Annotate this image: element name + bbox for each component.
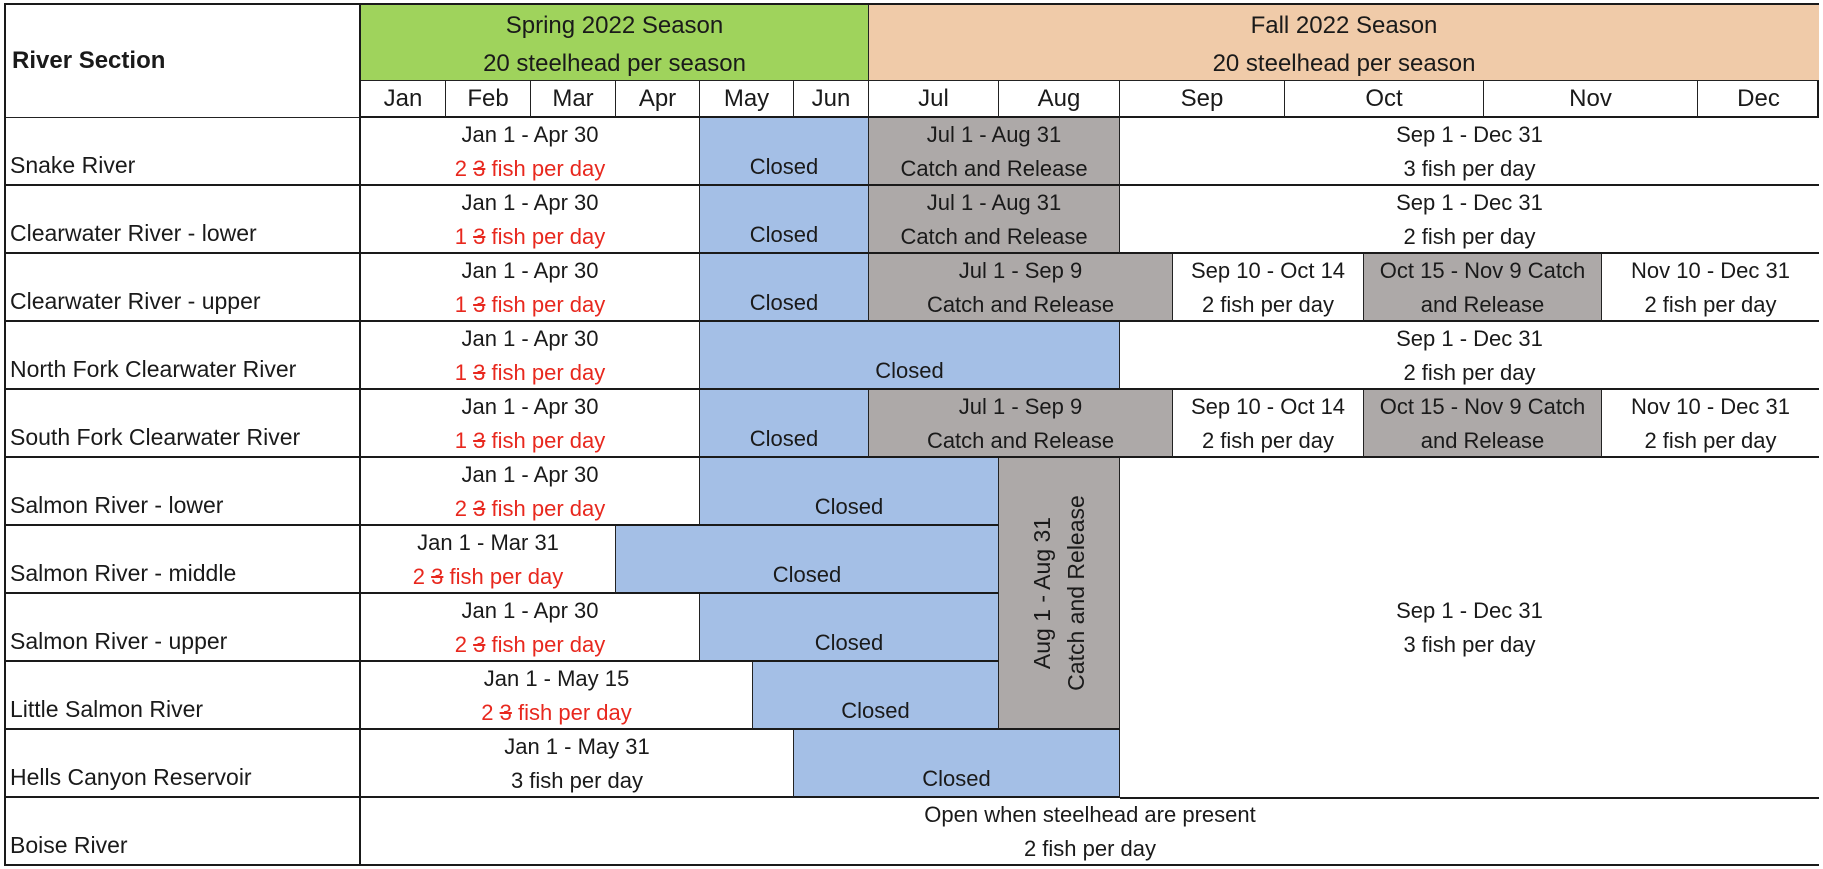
regulations-table	[4, 3, 1819, 866]
river-name: South Fork Clearwater River	[6, 390, 361, 458]
month-mar: Mar	[531, 81, 616, 118]
spring-open-period	[361, 186, 700, 254]
catch-release-label: and Release	[1420, 428, 1545, 453]
month-jun: Jun	[794, 81, 869, 118]
closed-period	[616, 526, 999, 594]
spring-open-period	[361, 118, 700, 186]
river-section-label: River Section	[12, 47, 166, 74]
month-nov: Nov	[1484, 81, 1698, 118]
spring-season-header	[361, 5, 869, 81]
spring-dates: Jan 1 - Apr 30	[461, 462, 599, 487]
spring-limit: 1 3 fish per day	[454, 360, 606, 385]
spring-limit: 2 3 fish per day	[481, 700, 632, 725]
river-name: Boise River	[6, 798, 361, 864]
fall-season-quota: 20 steelhead per season	[1212, 50, 1476, 77]
catch-release-label: Catch and Release	[926, 292, 1115, 317]
month-may: May	[700, 81, 794, 118]
aug-catch-release-text	[1025, 495, 1093, 691]
closed-label: Closed	[749, 222, 819, 247]
fall-dates: Sep 10 - Oct 14	[1190, 394, 1346, 419]
spring-limit: 3 fish per day	[510, 768, 644, 793]
catch-release-label: and Release	[1420, 292, 1545, 317]
closed-period	[700, 458, 999, 526]
fall-dates: Sep 10 - Oct 14	[1190, 258, 1346, 283]
catch-release-dates: Jul 1 - Sep 9	[958, 258, 1083, 283]
closed-label: Closed	[875, 358, 944, 383]
catch-release-dates: Jul 1 - Sep 9	[958, 394, 1083, 419]
closed-period	[700, 390, 869, 458]
aug-catch-release-dates: Aug 1 - Aug 31	[1029, 516, 1055, 670]
spring-limit: 2 3 fish per day	[454, 496, 606, 521]
closed-label: Closed	[814, 630, 884, 655]
month-jul: Jul	[869, 81, 999, 118]
spring-limit: 2 3 fish per day	[454, 632, 606, 657]
spring-limit: 1 3 fish per day	[454, 224, 606, 249]
month-oct: Oct	[1285, 81, 1484, 118]
closed-label: Closed	[749, 154, 819, 179]
closed-label: Closed	[772, 562, 842, 587]
spring-open-period	[361, 390, 700, 458]
spring-season-title: Spring 2022 Season	[505, 12, 724, 39]
catch-release-period	[869, 390, 1173, 458]
fall-dates: Sep 1 - Dec 31	[1396, 190, 1543, 215]
spring-open-period	[361, 526, 616, 594]
catch-release-dates: Oct 15 - Nov 9 Catch	[1379, 394, 1586, 419]
month-jan: Jan	[361, 81, 446, 118]
salmon-fall-open-period	[1120, 458, 1819, 798]
fall-dates: Sep 1 - Dec 31	[1396, 597, 1543, 623]
spring-dates: Jan 1 - Apr 30	[461, 258, 599, 283]
spring-dates: Jan 1 - Apr 30	[461, 122, 599, 147]
spring-open-period	[361, 730, 794, 798]
closed-label: Closed	[749, 290, 819, 315]
fall-open-period	[1173, 254, 1364, 322]
spring-season-quota: 20 steelhead per season	[483, 50, 746, 77]
catch-release-dates: Jul 1 - Aug 31	[926, 190, 1062, 215]
month-apr: Apr	[616, 81, 700, 118]
catch-release-label: Catch and Release	[926, 428, 1115, 453]
catch-release-period	[869, 118, 1120, 186]
month-dec: Dec	[1698, 81, 1819, 118]
closed-period	[753, 662, 999, 730]
month-sep: Sep	[1120, 81, 1285, 118]
closed-period	[700, 254, 869, 322]
spring-open-period	[361, 458, 700, 526]
fall-limit: 2 fish per day	[1201, 428, 1335, 453]
catch-release-period	[869, 254, 1173, 322]
catch-release-period	[1364, 390, 1602, 458]
spring-dates: Jan 1 - Apr 30	[461, 190, 599, 215]
river-name: Salmon River - upper	[6, 594, 361, 662]
river-name: Little Salmon River	[6, 662, 361, 730]
fall-limit: 2 fish per day	[1644, 428, 1777, 453]
fall-open-period	[1120, 186, 1819, 254]
closed-period	[700, 322, 1120, 390]
fall-limit: 2 fish per day	[1644, 292, 1777, 317]
year-round-limit: 2 fish per day	[1023, 836, 1157, 861]
catch-release-dates: Jul 1 - Aug 31	[926, 122, 1062, 147]
spring-open-period	[361, 254, 700, 322]
river-name: North Fork Clearwater River	[6, 322, 361, 390]
fall-season-header	[869, 5, 1819, 81]
spring-open-period	[361, 662, 753, 730]
year-round-open-period	[361, 798, 1819, 864]
river-name: Clearwater River - upper	[6, 254, 361, 322]
river-name: Clearwater River - lower	[6, 186, 361, 254]
fall-limit: 3 fish per day	[1403, 631, 1536, 657]
fall-limit: 2 fish per day	[1403, 224, 1536, 249]
river-name: Snake River	[6, 118, 361, 186]
fall-limit: 2 fish per day	[1201, 292, 1335, 317]
fall-dates: Sep 1 - Dec 31	[1396, 122, 1543, 147]
spring-dates: Jan 1 - May 15	[483, 666, 630, 691]
fall-limit: 3 fish per day	[1403, 156, 1536, 181]
catch-release-period	[1364, 254, 1602, 322]
spring-open-period	[361, 322, 700, 390]
month-aug: Aug	[999, 81, 1120, 118]
fall-dates: Nov 10 - Dec 31	[1631, 394, 1790, 419]
spring-open-period	[361, 594, 700, 662]
spring-dates: Jan 1 - May 31	[504, 734, 650, 759]
closed-period	[700, 186, 869, 254]
catch-release-dates: Oct 15 - Nov 9 Catch	[1379, 258, 1586, 283]
spring-dates: Jan 1 - Apr 30	[461, 598, 599, 623]
river-name: Salmon River - middle	[6, 526, 361, 594]
fall-open-period	[1602, 254, 1819, 322]
closed-label: Closed	[814, 494, 884, 519]
spring-dates: Jan 1 - Mar 31	[417, 530, 559, 555]
catch-release-label: Catch and Release	[900, 156, 1088, 181]
month-feb: Feb	[446, 81, 531, 118]
closed-label: Closed	[841, 698, 910, 723]
catch-release-label: Catch and Release	[900, 224, 1088, 249]
spring-limit: 2 3 fish per day	[412, 564, 564, 589]
fall-open-period	[1120, 118, 1819, 186]
spring-dates: Jan 1 - Apr 30	[461, 394, 599, 419]
fall-limit: 2 fish per day	[1403, 360, 1536, 385]
aug-catch-release-period	[999, 458, 1120, 730]
aug-catch-release-label: Catch and Release	[1063, 495, 1089, 691]
fall-season-title: Fall 2022 Season	[1250, 12, 1438, 39]
spring-dates: Jan 1 - Apr 30	[461, 326, 599, 351]
closed-period	[794, 730, 1120, 798]
closed-period	[700, 594, 999, 662]
spring-limit: 1 3 fish per day	[454, 292, 606, 317]
spring-limit: 2 3 fish per day	[454, 156, 606, 181]
fall-dates: Nov 10 - Dec 31	[1631, 258, 1790, 283]
river-name: Salmon River - lower	[6, 458, 361, 526]
column-header-river-section	[6, 5, 361, 118]
closed-label: Closed	[922, 766, 991, 791]
fall-dates: Sep 1 - Dec 31	[1396, 326, 1543, 351]
fall-open-period	[1602, 390, 1819, 458]
year-round-condition: Open when steelhead are present	[924, 802, 1256, 827]
river-name: Hells Canyon Reservoir	[6, 730, 361, 798]
spring-limit: 1 3 fish per day	[454, 428, 606, 453]
fall-open-period	[1120, 322, 1819, 390]
fall-open-period	[1173, 390, 1364, 458]
closed-period	[700, 118, 869, 186]
row-divider	[1120, 797, 1819, 799]
catch-release-period	[869, 186, 1120, 254]
closed-label: Closed	[749, 426, 819, 451]
